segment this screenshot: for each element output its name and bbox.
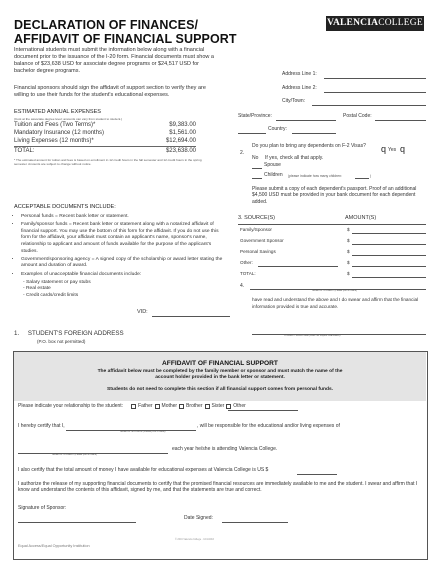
- expenses-section: [14, 109, 214, 166]
- relationship-option: Other: [233, 403, 246, 409]
- affidavit-title: AFFIDAVIT OF FINANCIAL SUPPORT: [162, 360, 278, 367]
- expense-amount: $23,638.00: [165, 148, 196, 155]
- source-amount-field[interactable]: [352, 233, 426, 234]
- state-label: State/Province:: [238, 113, 272, 119]
- expense-amount: $9,383.00: [169, 122, 196, 128]
- source-label: Family/Sponsor: [240, 227, 272, 232]
- total-amount-field[interactable]: [297, 474, 337, 475]
- source-amount-field[interactable]: [352, 255, 426, 256]
- certify-start-text: I hereby certify that I,: [18, 423, 65, 429]
- relationship-option: Mother: [161, 403, 178, 409]
- source-label: TOTAL:: [240, 271, 256, 276]
- expenses-footnote: * The estimated amount for tuition and fees is based on enrollment in 12 credit hours in the fall semester and 12 credit hours in the spring semester. Amounts are subject to change without notice.: [14, 158, 202, 167]
- source-label: Government Sponsor: [240, 238, 284, 243]
- sister-checkbox[interactable]: [205, 404, 210, 409]
- state-field[interactable]: [276, 120, 336, 121]
- student-name-affidavit-caption: NAME OF STUDENT (Please print in blank): [52, 454, 97, 456]
- authorize-text: I authorize the release of my supporting financial documents to certify that the promised financial resources are immediately available to me and the student. I swear and affirm that I know and understand the contents of this affidavit, signed by me, and that the statements are true and correct.: [18, 481, 418, 494]
- year-text: each year he/she is attending Valencia College.: [172, 446, 278, 452]
- other-checkbox[interactable]: [226, 404, 231, 409]
- foreign-address-title: STUDENT'S FOREIGN ADDRESS: [27, 330, 124, 337]
- expense-row: [14, 122, 196, 130]
- student-signature-caption: STUDENT SIGNATURE (Does not require notarization): [284, 335, 341, 337]
- relationship-option: Brother: [186, 403, 203, 409]
- country-field[interactable]: [292, 133, 336, 134]
- document-item: • Government/sponsoring agency = A signed copy of the scholarship or award letter stating the amount and duration of award.: [21, 257, 224, 270]
- logo-bold: VALENCIA: [327, 18, 379, 28]
- source-dollar: $: [347, 238, 350, 243]
- source-dollar: $: [347, 271, 350, 276]
- postal-code-field[interactable]: [375, 120, 426, 121]
- student-name-caption: NAME OF STUDENT (Please print in blank): [312, 290, 357, 292]
- father-checkbox[interactable]: [131, 404, 136, 409]
- source-amount-field[interactable]: [352, 277, 426, 278]
- vid-label: VID:: [137, 309, 148, 315]
- spouse-field[interactable]: [252, 168, 262, 169]
- dependents-question: Do you plan to bring any dependents on F-2 Visas?: [252, 143, 366, 149]
- amounts-heading: AMOUNT(S): [345, 215, 377, 221]
- signature-label: Signature of Sponsor:: [18, 505, 67, 511]
- date-signed-field[interactable]: [222, 522, 288, 523]
- title-line-1: DECLARATION OF FINANCES/: [14, 18, 199, 32]
- sources-number: 3.: [238, 215, 243, 221]
- document-item: • Family/sponsor funds = Recent bank letter or statement along with a notarized affidavit of financial support. You may use the bottom of this form for the affidavit. If you do not use this form for the affidavit, your affidavit must contain an applicant's name, sponsor's name, relationship to applicant and amount of funds available for the purpose of the applicant's studies.: [21, 222, 224, 255]
- date-signed-label: Date Signed:: [184, 515, 213, 521]
- title-line-2: AFFIDAVIT OF FINANCIAL SUPPORT: [14, 32, 237, 46]
- address-line-1-label: Address Line 1:: [282, 71, 317, 77]
- relationship-prompt: Please indicate your relationship to the student:: [18, 403, 124, 409]
- if-yes-text: If yes, check all that apply.: [265, 155, 324, 161]
- expense-row: [14, 130, 196, 138]
- postal-code-label: Postal Code:: [343, 113, 372, 119]
- footer-equal-access: Equal Access/Equal Opportunity Institution: [18, 544, 90, 548]
- city-field[interactable]: [312, 105, 426, 106]
- relationship-option: Father: [138, 403, 153, 409]
- children-note: (please indicate how many children:: [288, 174, 342, 178]
- address-line-2-field[interactable]: [324, 92, 426, 93]
- expenses-heading: ESTIMATED ANNUAL EXPENSES: [14, 109, 102, 115]
- no-label: No: [252, 155, 259, 161]
- yes-checkbox-glyph[interactable]: q: [381, 144, 387, 154]
- valencia-logo: [326, 16, 424, 31]
- expense-amount: $12,694.00: [165, 137, 196, 144]
- sources-divider: [238, 224, 426, 225]
- sponsor-signature-field[interactable]: [18, 522, 136, 523]
- expenses-note: (Cost at the associate degree level; amounts can vary from student to student.): [14, 117, 123, 121]
- no-checkbox-glyph[interactable]: q: [400, 144, 406, 154]
- expense-label: Living Expenses (12 months)*: [14, 137, 94, 144]
- address-line-1-field[interactable]: [324, 78, 426, 79]
- affidavit-subtitle-2: Students do not need to complete this section if all financial support comes from personal funds.: [106, 387, 334, 392]
- accepted-documents: [14, 204, 224, 300]
- country-label: Country:: [268, 126, 287, 132]
- children-label: Children: [264, 172, 283, 178]
- expense-label: Mandatory Insurance (12 months): [14, 129, 105, 136]
- passport-note: Please submit a copy of each dependent's passport. Proof of an additional $4,500 USD must be provided in your bank document for each dependent added.: [252, 186, 417, 205]
- yes-label: Yes: [388, 147, 397, 153]
- source-label: Other:: [240, 260, 253, 265]
- certify-number: 4.: [240, 283, 245, 289]
- sources-title: SOURCE(S): [244, 215, 275, 221]
- document-item: • Examples of unacceptable financial documents include:: [21, 272, 224, 279]
- unacceptable-item: - Credit cards/credit limits: [23, 293, 224, 300]
- children-field[interactable]: [252, 178, 262, 179]
- intro-paragraph-2: Financial sponsors should sign the affidavit of support section to verify they are willing to use their funds for the student's educational expenses.: [14, 85, 206, 98]
- total-amount-text: I also certify that the total amount of money I have available for educational expenses at Valencia College is US $: [18, 467, 269, 473]
- source-label: Personal Savings: [240, 249, 276, 254]
- source-dollar: $: [347, 260, 350, 265]
- other-source-field[interactable]: [258, 266, 338, 267]
- certify-end-text: , will be responsible for the educational and/or living expenses of: [197, 423, 340, 429]
- mother-checkbox[interactable]: [155, 404, 160, 409]
- unacceptable-item: - Salary statement or pay stubs: [23, 280, 224, 287]
- accepted-documents-heading: ACCEPTABLE DOCUMENTS INCLUDE:: [14, 204, 116, 210]
- spouse-label: Spouse: [264, 162, 281, 168]
- affidavit-subtitle-1: The affidavit below must be completed by the family member or sponsor and must match the name of the account holder provided in the bank letter or statement.: [97, 369, 343, 381]
- source-dollar: $: [347, 249, 350, 254]
- brother-checkbox[interactable]: [179, 404, 184, 409]
- expense-amount: $1,561.00: [169, 129, 196, 136]
- other-relationship-field[interactable]: [228, 410, 298, 411]
- expense-label: TOTAL:: [14, 148, 35, 155]
- foreign-address-note: (P.O. box not permitted): [37, 339, 86, 344]
- source-amount-field[interactable]: [352, 244, 426, 245]
- city-label: City/Town:: [282, 98, 306, 104]
- expense-label: Tuition and Fees (Two Terms)*: [14, 122, 96, 128]
- expense-total-row: [14, 148, 196, 156]
- expense-row: [14, 138, 196, 146]
- footer-copyright: © 2016 Valencia College · 10/1/2016: [175, 538, 214, 541]
- document-item: • Personal funds = Recent bank letter or statement.: [21, 214, 224, 221]
- source-dollar: $: [347, 227, 350, 232]
- dependents-number: 2.: [240, 150, 245, 156]
- certify-text: have read and understand the above and I do swear and affirm that the financial information provided is true and accurate.: [252, 297, 419, 310]
- children-count-field[interactable]: [355, 178, 369, 179]
- relationship-row: [18, 403, 246, 409]
- sponsor-name-caption: NAME OF SPONSOR (Please print in blank): [120, 431, 166, 433]
- relationship-option: Sister: [211, 403, 225, 409]
- foreign-address-number: 1.: [14, 330, 20, 337]
- foreign-address-heading: [14, 330, 124, 337]
- intro-paragraph-1: International students must submit the information below along with a financial document prior to the issuance of the I-20 form. Financial documents must show a balance of $23,638 USD for associate degree programs or $24,517 USD for bachelor degree programs.: [14, 47, 214, 74]
- vid-field[interactable]: [152, 316, 230, 317]
- logo-light: COLLEGE: [378, 18, 423, 28]
- address-line-2-label: Address Line 2:: [282, 85, 317, 91]
- source-amount-field[interactable]: [352, 266, 426, 267]
- page-title: [14, 18, 237, 46]
- unacceptable-item: - Real estate: [23, 286, 224, 293]
- sources-heading: [238, 215, 275, 222]
- country-prefix-line: [238, 133, 266, 134]
- children-note-end: ): [370, 174, 372, 178]
